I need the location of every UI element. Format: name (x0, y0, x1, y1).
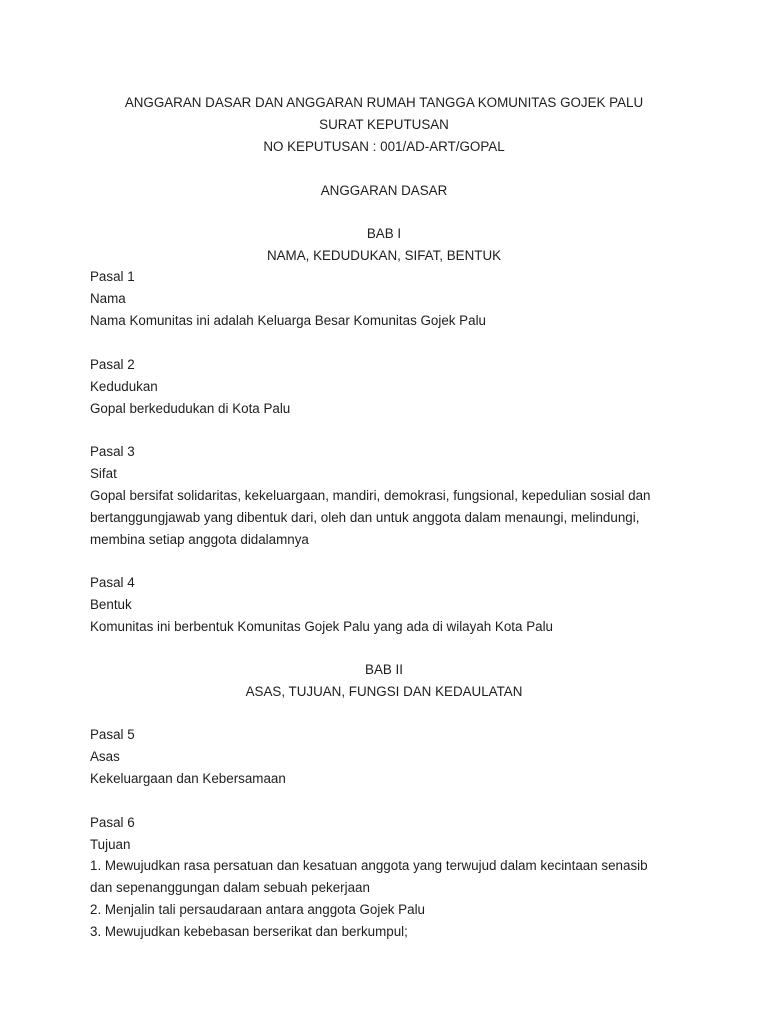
article-label: Pasal 2 (90, 357, 135, 372)
chapter-title: ASAS, TUJUAN, FUNGSI DAN KEDAULATAN (245, 684, 523, 699)
article-label: Pasal 3 (90, 444, 135, 459)
list-item: 3. Mewujudkan kebebasan berserikat dan berkumpul; (90, 924, 408, 939)
article-text: Nama Komunitas ini adalah Keluarga Besar Komunitas Gojek Palu (90, 313, 486, 328)
article-text-line: bertanggungjawab yang dibentuk dari, oleh dan untuk anggota dalam menaungi, melindungi, (90, 510, 640, 525)
chapter-label: BAB I (366, 226, 402, 241)
list-item: 2. Menjalin tali persaudaraan antara anggota Gojek Palu (90, 902, 425, 917)
article-heading: Tujuan (90, 837, 131, 852)
article-heading: Kedudukan (90, 379, 158, 394)
article-heading: Sifat (90, 466, 117, 481)
article-text: Gopal berkedudukan di Kota Palu (90, 401, 291, 416)
article-text: Komunitas ini berbentuk Komunitas Gojek Palu yang ada di wilayah Kota Palu (90, 619, 553, 634)
article-heading: Asas (90, 749, 120, 764)
article-label: Pasal 4 (90, 575, 135, 590)
article-text: Kekeluargaan dan Kebersamaan (90, 771, 286, 786)
list-item: 1. Mewujudkan rasa persatuan dan kesatuan anggota yang terwujud dalam kecintaan senasib (90, 858, 648, 873)
list-item-continuation: dan sepenanggungan dalam sebuah pekerjaan (90, 880, 370, 895)
document-title: ANGGARAN DASAR DAN ANGGARAN RUMAH TANGGA KOMUNITAS GOJEK PALU (124, 95, 644, 110)
article-text-line: membina setiap anggota didalamnya (90, 532, 309, 547)
article-heading: Bentuk (90, 597, 132, 612)
section-heading: ANGGARAN DASAR (320, 183, 448, 198)
decree-number: NO KEPUTUSAN : 001/AD-ART/GOPAL (263, 139, 505, 154)
document-subtitle: SURAT KEPUTUSAN (319, 117, 449, 132)
article-label: Pasal 5 (90, 727, 135, 742)
article-heading: Nama (90, 291, 126, 306)
article-label: Pasal 6 (90, 815, 135, 830)
article-label: Pasal 1 (90, 269, 135, 284)
chapter-title: NAMA, KEDUDUKAN, SIFAT, BENTUK (266, 248, 502, 263)
chapter-label: BAB II (365, 662, 403, 677)
article-text-line: Gopal bersifat solidaritas, kekeluargaan, mandiri, demokrasi, fungsional, kepedulian sosial dan (90, 488, 651, 503)
